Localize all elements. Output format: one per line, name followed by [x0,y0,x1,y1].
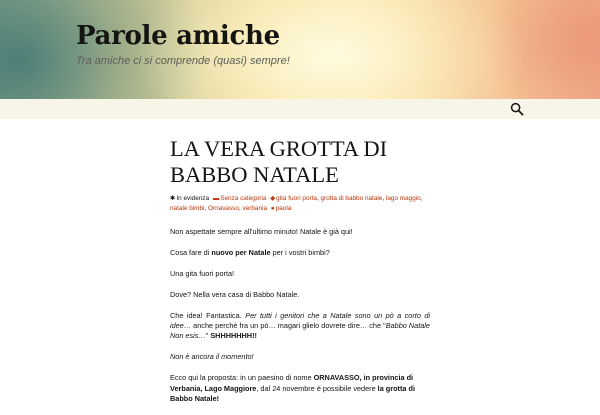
paragraph: Una gita fuori porta! [170,268,235,278]
folder-icon: ▬ [212,195,220,202]
search-button[interactable] [510,102,524,116]
post-title-line2: BABBO NATALE [170,162,339,187]
bold-text: nuovo per Natale [211,247,271,257]
post-meta [170,194,430,213]
text: Cosa fare di [170,247,212,257]
author-link[interactable]: paola [275,204,292,212]
pin-icon: ✱ [170,195,176,202]
text: " [205,331,211,341]
post-content [170,227,430,404]
tag-link[interactable]: Ornavasso [208,204,239,212]
paragraph: Dove? Nella vera casa di Babbo Natale. [170,289,300,299]
site-tagline: Tra amiche ci si comprende (quasi) sempre! [76,55,290,67]
navbar [0,99,600,119]
bold-text: ORNAVASSO, in provincia di Verbania, Lago Maggiore [170,373,414,393]
category-meta [213,195,267,202]
italic-text: Non è ancora il momento! [170,352,254,362]
author-meta [271,205,292,212]
post-article [170,119,430,415]
italic-text: Per tutti i genitori che a Natale sono un pò a corto di idee… [170,310,430,331]
bold-text: la grotta di Babbo Natale! [170,383,415,404]
tag-link[interactable]: gita fuori porta [276,195,317,202]
featured-label: In evidenza [176,195,210,202]
site-title[interactable]: Parole amiche [76,21,280,51]
tags-meta: ◆gita fuori porta, grotta di babbo natale, lago maggio, natale bimbi, Ornavasso, verbania [170,195,423,212]
paragraph [170,311,430,342]
paragraph [170,352,430,362]
tag-link[interactable]: natale bimbi [170,204,205,212]
tag-link[interactable]: lago maggio [385,195,421,202]
category-link[interactable]: Senza categoria [220,195,267,202]
text: anche perchè fra un pò… magari glielo dovrete dire… che " [191,321,386,331]
site-header [0,0,600,99]
tag-link[interactable]: grotta di babbo natale [320,195,383,202]
bold-text: SHHHHHHH!! [210,331,257,341]
text: Ecco qui la proposta: in un paesino di nome [170,373,314,383]
text: per i vostri bimbi? [270,247,330,257]
user-icon: ● [270,204,275,212]
italic-text: Babbo Natale Non esis… [170,321,430,341]
tag-icon: ◆ [270,195,276,202]
text: Che idea! Fantastica. [170,310,246,320]
paragraph: Non aspettate sempre all'ultimo minuto! Natale è già qui! [170,227,353,236]
post-title[interactable] [170,136,430,188]
tag-link[interactable]: verbania [242,204,268,212]
text: , dal 24 novembre è possibile vedere [256,383,378,393]
search-icon [510,102,524,116]
featured-meta [170,195,209,202]
post-title-line1: LA VERA GROTTA DI [170,136,388,161]
paragraph [170,248,430,258]
